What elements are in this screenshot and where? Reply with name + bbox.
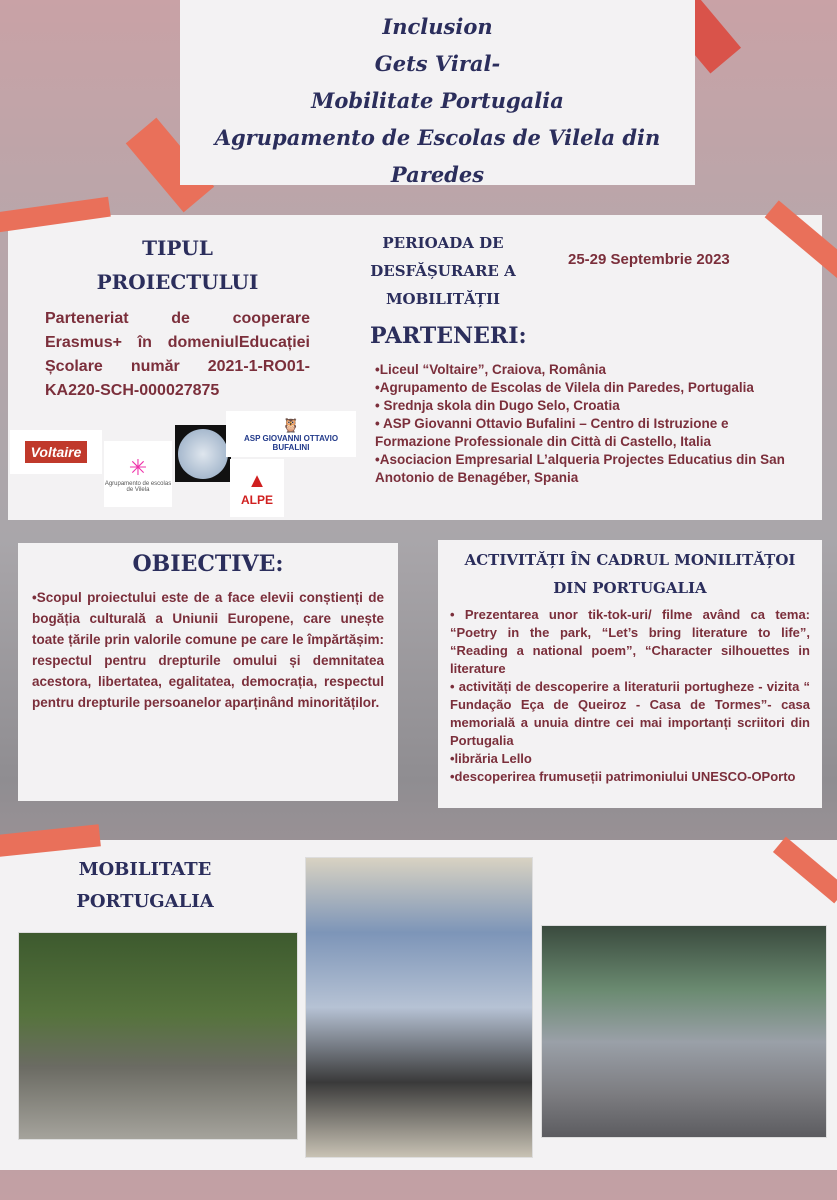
period-heading-line: MOBILITĂȚII [385,290,501,308]
mobility-heading-line: MOBILITATE [78,859,212,880]
bufalini-logo-text: ASP GIOVANNI OTTAVIO BUFALINI [243,433,339,452]
mobility-heading [50,854,240,918]
group-photo-station [305,857,533,1158]
alpe-logo [230,459,284,517]
partner-item: • ASP Giovanni Ottavio Bufalini – Centro di Istruzione e Formazione Professionale din Città di Castello, Italia [375,416,729,449]
project-type-heading: PROIECTULUI [96,270,259,294]
title-line: Paredes [390,162,485,187]
vilela-logo [104,441,172,507]
partner-item: •Asociacion Empresarial L’alqueria Projectes Educatius din San Anotonio de Benagéber, Spania [375,452,785,485]
voltaire-logo [10,430,102,474]
period-heading-line: PERIOADA DE [382,234,504,252]
period-heading-line: DESFĂȘURARE A [370,262,516,280]
flower-icon: ✳ [128,455,148,480]
info-panel [8,215,822,520]
title-line: Mobilitate Portugalia [311,88,564,113]
alpe-logo-text: ALPE [240,492,273,507]
partner-item: •Liceul “Voltaire”, Craiova, România [375,362,607,377]
period-heading [353,229,533,313]
group-photo-street [541,925,827,1138]
title-line: Agrupamento de Escolas de Vilela din [214,125,661,150]
project-type-text: Parteneriat de cooperare Erasmus+ în domeniulEducației Școlare număr 2021-1-RO01-KA220-SCH-000027875 [45,310,310,399]
voltaire-logo-text: Voltaire [25,441,88,463]
activities-heading: ACTIVITĂȚI ÎN CADRUL MONILITĂȚOI DIN PORTUGALIA [464,551,796,597]
partners-list [375,361,805,487]
activity-item: • Prezentarea unor tik-tok-uri/ filme având ca tema: “Poetry in the park, “Let’s bring literature to life”, “Reading a national poem”, “Character silhouettes in literature [450,607,810,676]
activity-item: •descoperirea frumuseții patrimoniului UNESCO-OPorto [450,769,796,784]
group-photo-garden [18,932,298,1140]
objectives-heading: OBIECTIVE: [132,551,284,577]
poster-title [180,0,695,185]
activity-item: • activități de descoperire a literaturii portugheze - vizita “ Fundação Eça de Queiroz - Casa de Tormes”- casa memorială a unuia dintre cei mai importanți scriitori din Portugalia [450,679,810,748]
title-line: Gets Viral- [374,51,501,76]
project-type-heading: TIPUL [142,236,213,260]
bufalini-logo [226,411,356,457]
triangle-icon: ▲ [247,469,267,492]
period-dates: 25-29 Septembrie 2023 [568,251,730,268]
activities-panel [438,540,822,808]
title-line: Inclusion [382,14,493,39]
activity-item: •librăria Lello [450,751,532,766]
partner-item: •Agrupamento de Escolas de Vilela din Paredes, Portugalia [375,380,754,395]
partners-heading: PARTENERI: [370,323,527,349]
objectives-panel [18,543,398,801]
objectives-text: •Scopul proiectului este de a face elevii conștienți de bogăția culturală a Uniunii Europene, care unește toate țările prin valorile comune pe care le împărtășim: respectul pentru drepturile omului și demnitatea acestora, libertatea, egalitatea, democrația, respectul pentru drepturile persoanelor aparținând minorităților. [32,590,384,710]
partner-item: • Srednja skola din Dugo Selo, Croatia [375,398,620,413]
project-type-section [45,231,310,403]
mobility-heading-line: PORTUGALIA [76,891,214,912]
vilela-logo-text: Agrupamento de escolas de Vilela [104,481,172,493]
owl-icon: 🦉 [282,416,300,433]
school-seal-logo [175,425,231,482]
